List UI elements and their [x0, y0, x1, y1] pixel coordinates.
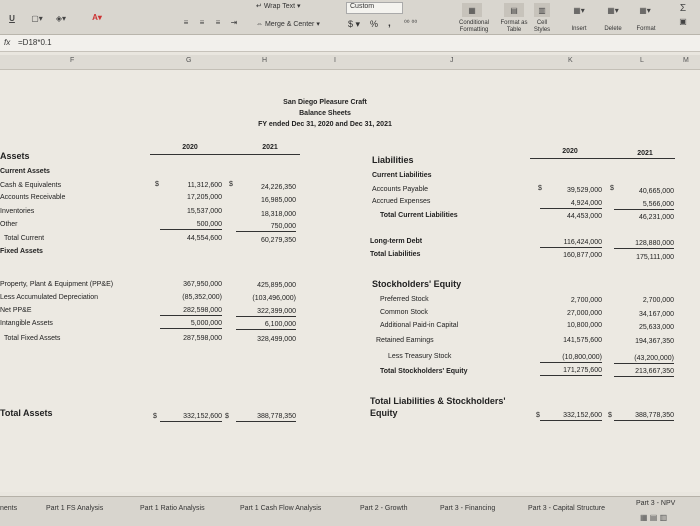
decimal-buttons[interactable]: ⁰⁰ ⁰⁰: [404, 20, 418, 27]
column-header[interactable]: F: [70, 57, 75, 64]
sheet-tab[interactable]: nents: [0, 505, 18, 512]
asset-value-2020[interactable]: 367,950,000: [183, 281, 222, 288]
dollar-sign: $: [229, 181, 233, 188]
company-title: San Diego Pleasure Craft: [283, 99, 367, 106]
asset-value-2021[interactable]: 60,279,350: [260, 237, 296, 244]
year-header-2021-right: 2021: [637, 150, 653, 157]
net-ppe-label: Net PP&E: [0, 307, 32, 314]
dollar-sign: $: [610, 185, 614, 192]
header-line: [150, 154, 300, 155]
view-mode-icons[interactable]: ▦ ▤ ▥: [640, 513, 668, 522]
sheet-tab[interactable]: Part 1 FS Analysis: [46, 505, 104, 512]
asset-value-2020[interactable]: 500,000: [160, 220, 222, 230]
liability-value-2020[interactable]: 44,453,000: [566, 213, 602, 220]
column-header[interactable]: K: [568, 57, 573, 64]
accrued-label: Accrued Expenses: [372, 198, 431, 205]
sheet-subtitle: Balance Sheets: [299, 110, 351, 117]
asset-value-2021[interactable]: 16,985,000: [260, 197, 296, 204]
asset-value-2020[interactable]: 5,000,000: [160, 319, 222, 329]
equity-value-2021[interactable]: 194,367,350: [635, 338, 674, 345]
asset-value-2021[interactable]: 18,318,000: [260, 211, 296, 218]
common-label: Common Stock: [380, 309, 428, 316]
equity-value-2021[interactable]: 25,633,000: [638, 324, 674, 331]
year-header-2020: 2020: [182, 144, 198, 151]
asset-value-2020[interactable]: 44,554,600: [186, 235, 222, 242]
equity-title: Stockholders' Equity: [372, 279, 462, 289]
borders-button[interactable]: ▢▾: [31, 13, 43, 23]
period-label: FY ended Dec 31, 2020 and Dec 31, 2021: [258, 121, 392, 128]
fill-color-button[interactable]: ◈▾: [55, 13, 67, 23]
delete-icon[interactable]: ▦▾: [607, 5, 619, 15]
align-left-button[interactable]: ≡: [183, 17, 189, 27]
formula-bar: [0, 35, 700, 52]
retained-label: Retained Earnings: [376, 337, 434, 344]
treasury-label: Less Treasury Stock: [388, 353, 452, 360]
equity-value-2020[interactable]: 2,700,000: [570, 297, 602, 304]
format-table-icon[interactable]: ▤: [504, 3, 524, 17]
liability-value-2020[interactable]: 116,424,000: [540, 238, 602, 248]
asset-value-2020[interactable]: 282,598,000: [160, 306, 222, 316]
column-header[interactable]: J: [450, 57, 454, 64]
total-liabilities-label: Total Liabilities: [370, 251, 421, 258]
sheet-tab[interactable]: Part 1 Ratio Analysis: [140, 505, 205, 512]
asset-value-2021[interactable]: 425,895,000: [257, 282, 296, 289]
intangible-label: Intangible Assets: [0, 320, 53, 327]
year-header-2020-right: 2020: [562, 148, 578, 155]
comma-button[interactable]: ,: [388, 18, 391, 29]
liability-value-2021[interactable]: 5,566,000: [614, 200, 674, 210]
align-right-button[interactable]: ≡: [215, 17, 221, 27]
equity-value-2021[interactable]: (43,200,000): [614, 354, 674, 364]
asset-value-2020[interactable]: 287,598,000: [183, 335, 222, 342]
current-liabilities-label: Current Liabilities: [372, 172, 432, 179]
delete-label[interactable]: Delete: [604, 26, 622, 32]
wrap-text-button[interactable]: ↵ Wrap Text ▾: [256, 3, 301, 10]
long-term-debt-label: Long-term Debt: [370, 238, 423, 245]
fx-label: fx: [4, 38, 11, 47]
asset-value-2021[interactable]: 24,226,350: [260, 184, 296, 191]
year-header-2021: 2021: [262, 144, 278, 151]
conditional-format-label[interactable]: Conditional Formatting: [458, 20, 490, 33]
cash-label: Cash & Equivalents: [0, 182, 62, 189]
total-le-2020[interactable]: 332,152,600: [540, 411, 602, 421]
asset-value-2021[interactable]: 6,100,000: [236, 320, 296, 330]
asset-value-2020[interactable]: 332,152,600: [160, 412, 222, 422]
sheet-tab[interactable]: Part 1 Cash Flow Analysis: [240, 505, 322, 512]
assets-title: Assets: [0, 151, 30, 161]
merge-icon: ⇔: [256, 21, 265, 28]
total-assets-label: Total Assets: [0, 408, 53, 418]
format-table-label[interactable]: Format as Table: [500, 20, 528, 33]
fixed-assets-label: Fixed Assets: [0, 248, 43, 255]
formula-input[interactable]: =D18*0.1: [18, 38, 52, 47]
total-fixed-label: Total Fixed Assets: [4, 335, 61, 342]
insert-label[interactable]: Insert: [571, 26, 587, 32]
conditional-format-icon[interactable]: ▦: [462, 3, 482, 17]
asset-value-2021[interactable]: 750,000: [236, 222, 296, 232]
preferred-label: Preferred Stock: [380, 296, 429, 303]
equity-value-2021[interactable]: 213,667,350: [614, 367, 674, 377]
asset-value-2020[interactable]: 15,537,000: [186, 208, 222, 215]
fill-icon[interactable]: ▣: [679, 16, 687, 26]
align-center-button[interactable]: ≡: [199, 17, 205, 27]
asset-value-2020[interactable]: (85,352,000): [182, 294, 222, 301]
sheet-tab[interactable]: Part 3 - Financing: [440, 505, 496, 512]
liability-value-2020[interactable]: 4,924,000: [540, 199, 602, 209]
header-line: [530, 158, 675, 159]
sheet-tab[interactable]: Part 3 - NPV: [636, 500, 676, 507]
cell-styles-label[interactable]: Cell Styles: [533, 20, 551, 33]
asset-value-2021[interactable]: 322,399,000: [236, 307, 296, 317]
asset-value-2021[interactable]: (103,496,000): [252, 295, 296, 302]
merge-center-button[interactable]: ⇔ Merge & Center ▾: [256, 21, 320, 28]
sheet-tab[interactable]: Part 3 - Capital Structure: [528, 505, 606, 512]
apic-label: Additional Paid-in Capital: [380, 322, 459, 329]
asset-value-2021[interactable]: 328,499,000: [257, 336, 296, 343]
spreadsheet-grid[interactable]: [0, 70, 700, 492]
asset-value-2020[interactable]: 17,205,000: [186, 194, 222, 201]
equity-value-2021[interactable]: 2,700,000: [642, 297, 674, 304]
sheet-tab[interactable]: Part 2 - Growth: [360, 505, 408, 512]
number-format-select[interactable]: Custom: [346, 2, 403, 14]
percent-button[interactable]: %: [370, 19, 379, 29]
column-header[interactable]: L: [640, 57, 644, 64]
format-label[interactable]: Format: [636, 26, 656, 32]
autosum-icon[interactable]: Σ: [679, 2, 687, 14]
dollar-sign: $: [536, 412, 540, 419]
font-color-button[interactable]: A▾: [92, 12, 102, 22]
depreciation-label: Less Accumulated Depreciation: [0, 294, 99, 301]
dollar-sign: $: [538, 185, 542, 192]
liability-value-2021[interactable]: 128,880,000: [614, 239, 674, 249]
dollar-sign: $: [153, 413, 157, 420]
inventories-label: Inventories: [0, 208, 35, 215]
wrap-text-icon: ↵: [256, 3, 264, 10]
sheet-tabs: [0, 496, 700, 526]
total-le-2021[interactable]: 388,778,350: [614, 411, 674, 421]
currency-button[interactable]: $ ▾: [348, 19, 361, 29]
dollar-sign: $: [608, 412, 612, 419]
format-icon[interactable]: ▦▾: [639, 5, 651, 15]
liability-value-2020[interactable]: 39,529,000: [566, 187, 602, 194]
equity-value-2020[interactable]: 141,575,600: [563, 337, 602, 344]
asset-value-2020[interactable]: 11,312,600: [187, 182, 222, 189]
column-headers: [0, 55, 700, 70]
receivable-label: Accounts Receivable: [0, 194, 66, 201]
equity-value-2020[interactable]: 10,800,000: [566, 322, 602, 329]
column-header[interactable]: G: [186, 57, 192, 64]
equity-value-2020[interactable]: 171,275,600: [540, 366, 602, 376]
column-header[interactable]: I: [334, 57, 336, 64]
indent-button[interactable]: ⇥: [230, 17, 238, 27]
total-current-label: Total Current: [4, 235, 45, 242]
liability-value-2021[interactable]: 40,665,000: [638, 188, 674, 195]
ribbon-toolbar: [0, 0, 700, 35]
equity-value-2020[interactable]: 27,000,000: [566, 310, 602, 317]
insert-icon[interactable]: ▦▾: [573, 5, 585, 15]
liabilities-title: Liabilities: [372, 155, 414, 165]
cell-styles-icon[interactable]: ▥: [534, 3, 550, 17]
equity-value-2020[interactable]: (10,800,000): [540, 353, 602, 363]
dollar-sign: $: [225, 413, 229, 420]
underline-button[interactable]: U: [9, 13, 15, 23]
asset-value-2021[interactable]: 388,778,350: [236, 412, 296, 422]
column-header[interactable]: M: [683, 57, 689, 64]
total-equity-label: Total Stockholders' Equity: [380, 368, 468, 375]
total-current-liabilities-label: Total Current Liabilities: [380, 212, 458, 219]
payable-label: Accounts Payable: [372, 186, 429, 193]
dollar-sign: $: [155, 181, 159, 188]
liability-value-2021[interactable]: 175,111,000: [636, 254, 674, 261]
total-le-label: Total Liabilities & Stockholders' Equity: [370, 396, 506, 418]
current-assets-label: Current Assets: [0, 168, 50, 175]
other-label: Other: [0, 221, 18, 228]
liability-value-2021[interactable]: 46,231,000: [638, 214, 674, 221]
ppe-label: Property, Plant & Equipment (PP&E): [0, 281, 114, 288]
equity-value-2021[interactable]: 34,167,000: [638, 311, 674, 318]
column-header[interactable]: H: [262, 57, 268, 64]
liability-value-2020[interactable]: 160,877,000: [563, 252, 602, 259]
